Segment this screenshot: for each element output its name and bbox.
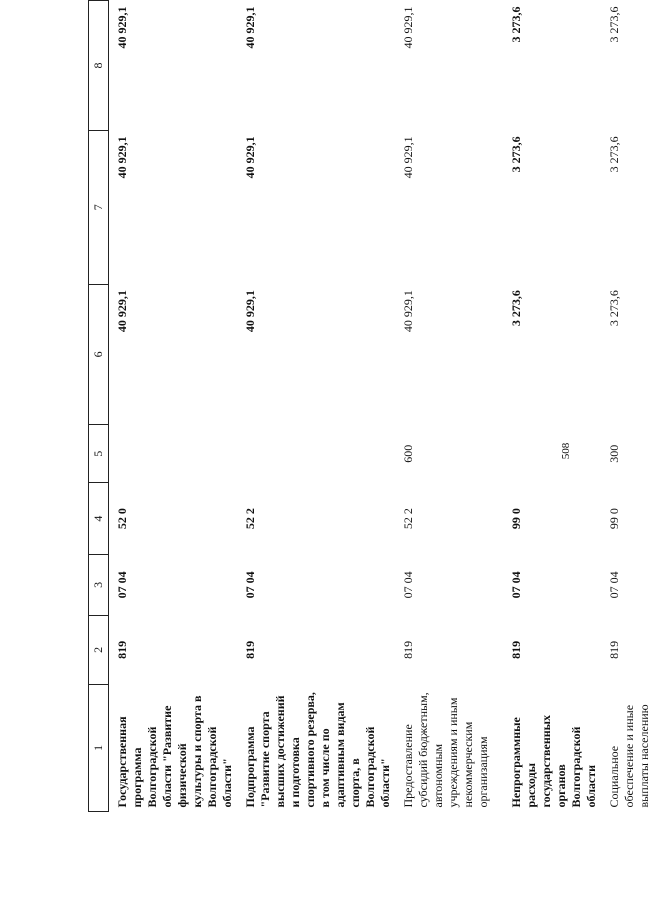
row-expense-type [503,425,601,483]
row-amount-col7: 3 273,6 [607,136,621,173]
budget-table [88,0,667,812]
row-target-code: 52 0 [115,508,129,530]
row-amount-col8: 3 273,6 [607,6,621,43]
row-amount-col6: 3 273,6 [509,290,523,327]
row-ministry-code: 819 [115,640,129,659]
row-name: Непрограммные расходы государственных органов Волгоградской области [509,714,598,808]
header-col-1: 1 [89,684,109,811]
row-section-code: 07 04 [509,571,523,599]
header-col-4: 4 [89,483,109,555]
table-row [237,1,395,812]
table-row [503,1,601,812]
budget-table-container [88,0,651,812]
row-ministry-code: 819 [401,640,415,659]
row-name: Государственная программа Волгоградской области "Развитие физической культуры и спорта в Волгоградской области" [115,695,234,808]
table-row [395,1,503,812]
row-amount-col7: 3 273,6 [509,136,523,173]
row-target-code: 99 0 [607,508,621,530]
row-expense-type [109,425,238,483]
row-amount-col6: 3 273,6 [607,290,621,327]
row-amount-col8: 40 929,1 [243,6,257,49]
header-col-2: 2 [89,615,109,684]
row-amount-col8: 40 929,1 [115,6,129,49]
row-ministry-code: 819 [607,640,621,659]
row-ministry-code: 819 [243,640,257,659]
row-target-code: 52 2 [401,508,415,530]
row-target-code: 52 2 [243,508,257,530]
row-expense-type: 600 [401,444,415,463]
row-amount-col6: 40 929,1 [401,290,415,333]
row-section-code: 07 04 [115,571,129,599]
row-amount-col6: 40 929,1 [115,290,129,333]
row-amount-col7: 40 929,1 [115,136,129,179]
header-row [89,1,109,812]
row-expense-type [237,425,395,483]
header-col-3: 3 [89,554,109,615]
row-target-code: 99 0 [509,508,523,530]
row-section-code: 07 04 [401,571,415,599]
row-expense-type: 300 [607,444,621,463]
table-row [601,1,667,812]
header-col-7: 7 [89,130,109,284]
row-name: Подпрограмма "Развитие спорта высших достижений и подготовка спортивного резерва, в том числе по адаптивным видам спорта, в Волгоградской области" [243,692,392,808]
header-col-6: 6 [89,284,109,424]
table-row [109,1,238,812]
row-section-code: 07 04 [607,571,621,599]
row-amount-col8: 3 273,6 [509,6,523,43]
row-name: Социальное обеспечение и иные выплаты населению [607,704,651,808]
page-number: 508 [560,442,572,460]
row-name: Предоставление субсидий бюджетным, автономным учреждениям и иным некоммерческим организациям [401,692,490,808]
row-amount-col8: 40 929,1 [401,6,415,49]
row-section-code: 07 04 [243,571,257,599]
row-ministry-code: 819 [509,640,523,659]
row-amount-col6: 40 929,1 [243,290,257,333]
header-col-8: 8 [89,1,109,131]
header-col-5: 5 [89,425,109,483]
row-amount-col7: 40 929,1 [243,136,257,179]
row-amount-col7: 40 929,1 [401,136,415,179]
